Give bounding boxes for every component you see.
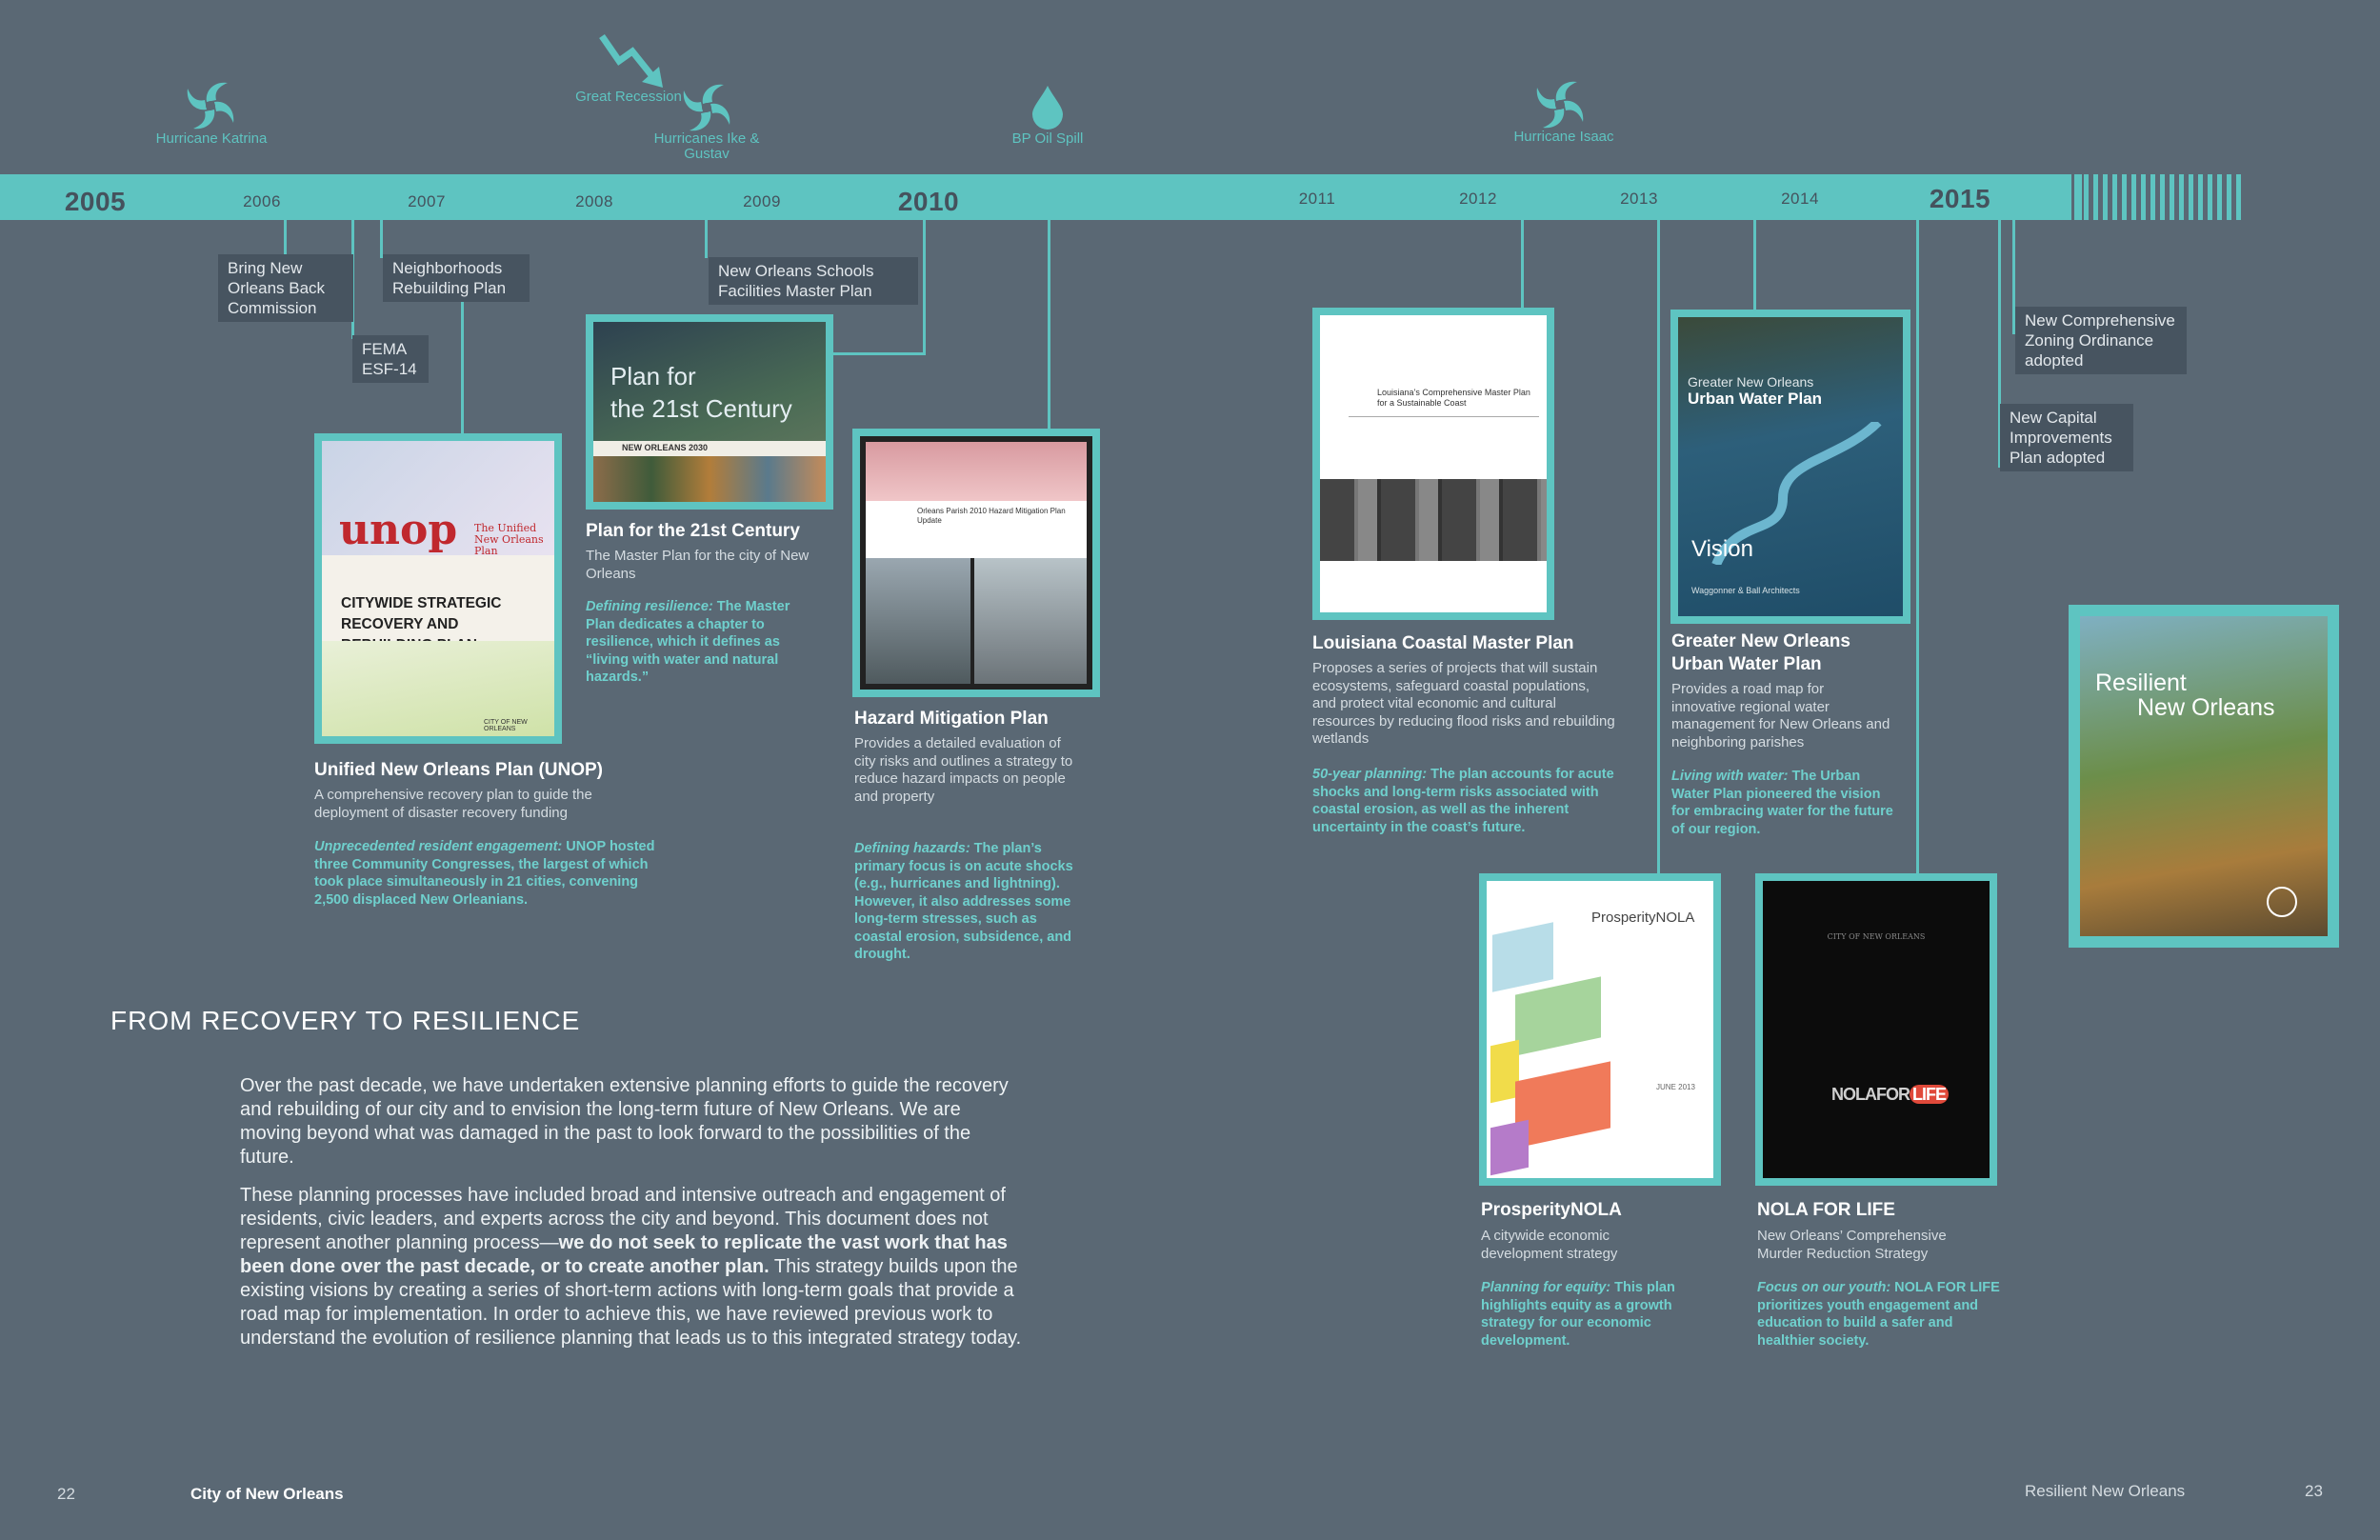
cover-urban-water-plan [1670,310,1910,624]
year-2010: 2010 [897,187,960,216]
tag-capital: New Capital Improvements Plan adopted [2000,404,2133,471]
year-2005: 2005 [64,187,127,216]
tag-zoning: New Comprehensive Zoning Ordinance adopted [2015,307,2187,374]
cover-vision: Vision [1691,536,1753,562]
event-bp-spill: BP Oil Spill [1011,130,1084,147]
cover-line2: the 21st Century [610,394,792,423]
connector [1916,220,1919,874]
page-number-left: 22 [57,1485,75,1503]
timeline-tail-stripe [2084,174,2089,220]
connector [829,352,926,355]
year-2006: 2006 [243,192,281,210]
cover-logo-text: NOLAFOR [1831,1085,1910,1104]
cover-nola-for-life [1755,873,1997,1186]
cover-city: CITY OF NEW ORLEANS [484,719,528,732]
hurricane-icon [184,79,237,132]
cover-logo-heart: LIFE [1910,1085,1949,1104]
timeline-tail-stripe [2208,174,2212,220]
connector [1521,220,1524,310]
timeline-tail-stripe [2236,174,2241,220]
year-2013: 2013 [1620,190,1658,208]
body-paragraph-1: Over the past decade, we have undertaken extensive planning efforts to guide the recovery and rebuilding of our city and to envision the long-term future of New Orleans. We are moving beyond what was damaged in the past to look forward to the possibilities of the future. [240,1075,1009,1168]
timeline-tail-stripe [2074,174,2079,220]
cover-unop [314,433,562,744]
prosperity-title: ProsperityNOLA [1481,1200,1622,1220]
timeline-tail-stripe [2170,174,2174,220]
timeline-tail-stripe [2217,174,2222,220]
timeline-tail-stripe [2150,174,2155,220]
connector [1753,220,1756,312]
cover-credit: Waggonner & Ball Architects [1691,586,1800,595]
unop-note: Unprecedented resident engagement: UNOP hosted three Community Congresses, the largest of which took place simultaneously in 21 cities, convening 2,500 displaced New Orleanians. [314,839,655,908]
coastal-desc: Proposes a series of projects that will sustain ecosystems, safeguard coastal populations, and protect vital economic and cultural resources by reducing flood risks and rebuilding wetlands [1312,660,1615,747]
connector [1048,220,1050,430]
cover-line1: Resilient [2095,670,2187,696]
connector [1657,220,1660,874]
year-2011: 2011 [1298,190,1336,208]
year-2015: 2015 [1929,184,1991,213]
timeline-tail-stripe [2122,174,2127,220]
connector [705,220,708,258]
timeline-tail-stripe [2160,174,2165,220]
event-katrina: Hurricane Katrina [155,130,268,147]
cover-subtitle: The Unified New Orleans Plan [474,522,544,557]
year-2014: 2014 [1781,190,1819,208]
cover-line2: New Orleans [2137,694,2275,721]
section-heading: FROM RECOVERY TO RESILIENCE [110,1006,581,1035]
timeline-tail-stripe [2227,174,2231,220]
p21-desc: The Master Plan for the city of New Orleans [586,548,810,582]
water-desc: Provides a road map for innovative regional water management for New Orleans and neighboring parishes [1671,681,1890,750]
cover-text: Orleans Parish 2010 Hazard Mitigation Plan Update [917,507,1066,525]
cover-date: JUNE 2013 [1656,1083,1695,1091]
p21-title: Plan for the 21st Century [586,521,800,541]
connector [380,220,383,258]
cover-title: Urban Water Plan [1688,390,1823,408]
nfl-note: Focus on our youth: NOLA FOR LIFE prioritizes youth engagement and education to build a safer and healthier society. [1757,1280,2000,1349]
nfl-desc: New Orleans’ Comprehensive Murder Reduction Strategy [1757,1228,1947,1262]
cover-city: CITY OF NEW ORLEANS [1827,932,1926,941]
event-recession: Great Recession [575,89,682,105]
cover-line1: Plan for [610,362,696,390]
event-ike-gustav: Hurricanes Ike & Gustav [653,130,760,162]
timeline-tail-stripe [2131,174,2136,220]
tag-nrp: Neighborhoods Rebuilding Plan [383,254,530,302]
timeline-tail-stripe [2103,174,2108,220]
water-title: Greater New Orleans Urban Water Plan [1671,631,1850,674]
cover-title: ProsperityNOLA [1591,910,1695,926]
nfl-title: NOLA FOR LIFE [1757,1200,1895,1220]
footer-left-title: City of New Orleans [190,1485,344,1503]
page-number-right: 23 [2305,1482,2323,1500]
coastal-note: 50-year planning: The plan accounts for acute shocks and long-term risks associated with coastal erosion, as well as the inherent uncertainty in the coast’s future. [1312,767,1614,835]
cover-resilient-new-orleans [2069,605,2339,948]
unop-desc: A comprehensive recovery plan to guide the deployment of disaster recovery funding [314,787,592,821]
cover-coastal-master-plan [1312,308,1554,620]
timeline-tail-stripe [2189,174,2193,220]
hurricane-icon [680,81,733,134]
cover-plan-21st-century [586,314,833,510]
connector [923,220,926,353]
year-2009: 2009 [743,192,781,210]
timeline-tail-stripe [2141,174,2146,220]
hazard-title: Hazard Mitigation Plan [854,709,1049,729]
hazard-desc: Provides a detailed evaluation of city risks and outlines a strategy to reduce hazard impacts on people and property [854,735,1073,805]
water-note: Living with water: The Urban Water Plan pioneered the vision for embracing water for the future of our region. [1671,769,1893,837]
hurricane-icon [1533,78,1587,131]
unop-title: Unified New Orleans Plan (UNOP) [314,760,603,780]
cover-prosperitynola [1479,873,1721,1186]
connector [461,286,464,438]
cover-top: Greater New Orleans [1688,374,1814,390]
prosperity-note: Planning for equity: This plan highlights equity as a growth strategy for our economic development. [1481,1280,1675,1349]
prosperity-desc: A citywide economic development strategy [1481,1228,1618,1262]
timeline-tail-stripe [2179,174,2184,220]
footer-right-title: Resilient New Orleans [2025,1482,2186,1500]
tag-schools: New Orleans Schools Facilities Master Plan [709,257,918,305]
tag-bnobc: Bring New Orleans Back Commission [218,254,353,322]
connector [284,220,287,258]
oil-drop-icon [1030,84,1065,130]
tag-fema: FEMA ESF-14 [352,335,429,383]
downtrend-arrow-icon [598,32,667,90]
year-2007: 2007 [408,192,446,210]
year-2012: 2012 [1459,190,1497,208]
unop-logo: unop [339,506,458,554]
cover-hazard-mitigation [852,429,1100,697]
cover-text: Louisiana’s Comprehensive Master Plan for a Sustainable Coast [1377,388,1530,408]
timeline-tail-stripe [2198,174,2203,220]
event-isaac: Hurricane Isaac [1513,129,1614,145]
timeline-tail-stripe [2093,174,2098,220]
cover-title: CITYWIDE STRATEGIC RECOVERY AND [341,595,502,632]
p21-note: Defining resilience: The Master Plan dedicates a chapter to resilience, which it defines as “living with water and natural hazards.” [586,599,790,685]
hazard-note: Defining hazards: The plan’s primary focus is on acute shocks (e.g., hurricanes and lightning). However, it also addresses some long-term stresses, such as coastal erosion, subsidence, and drought. [854,841,1073,962]
year-2008: 2008 [575,192,613,210]
cover-strip: NEW ORLEANS 2030 [622,443,709,452]
body-paragraph-2: These planning processes have included broad and intensive outreach and engagement of residents, civic leaders, and experts across the city and beyond. This document does not represent another planning process—we do not seek to replicate the vast work that has been done over the past decade, or to create another plan. This strategy builds upon the existing visions by creating a series of short-term actions with long-term goals that provide a road map for implementation. In order to achieve this, we have reviewed previous work to understand the evolution of resilience planning that leads us to this integrated strategy today. [240,1185,1022,1349]
coastal-title: Louisiana Coastal Master Plan [1312,633,1574,653]
timeline-tail-stripe [2112,174,2117,220]
